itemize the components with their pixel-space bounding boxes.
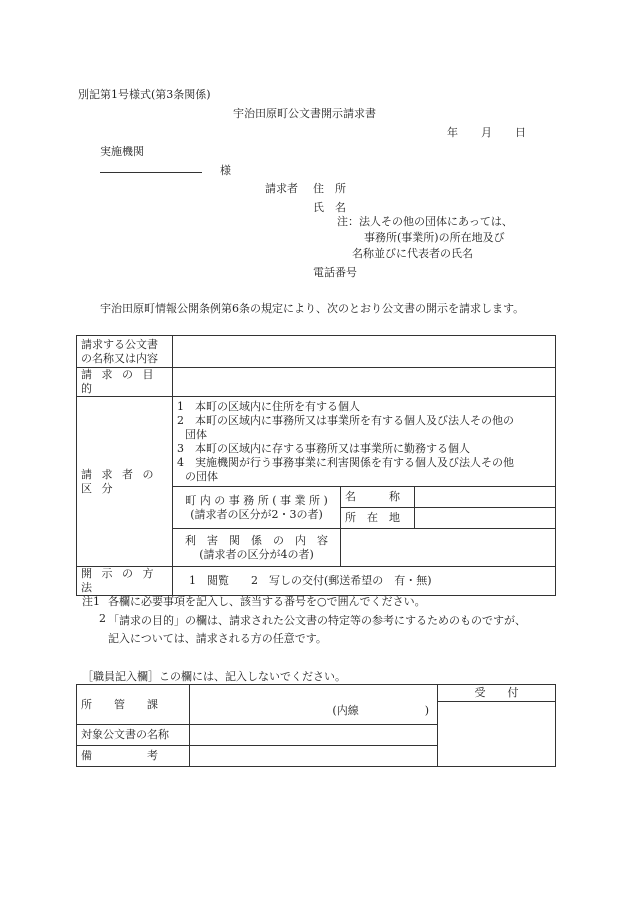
staff-caption: ［職員記入欄］この欄には、記入しないでください。 xyxy=(82,670,346,683)
remarks-field[interactable] xyxy=(190,746,438,767)
purpose-label: 請 求 の 目 的 xyxy=(77,368,173,397)
phone-label: 電話番号 xyxy=(313,266,357,279)
note-2-text: 「請求の目的」の欄は、請求された公文書の特定等の参考にするためのものですが、 xyxy=(108,614,526,627)
target-doc-field[interactable] xyxy=(190,725,438,746)
requester-note-3: 名称並びに代表者の氏名 xyxy=(352,247,473,260)
office-name-label: 名 称 xyxy=(341,487,415,508)
interest-label-line1: 利 害 関 係 の 内 容 xyxy=(185,533,328,547)
recipient-org: 実施機関 xyxy=(100,145,144,158)
receipt-label: 受 付 xyxy=(438,685,556,702)
method-value[interactable]: 1 閲覧 2 写しの交付(郵送希望の 有・無) xyxy=(173,567,556,596)
receipt-stamp-area xyxy=(438,702,556,767)
office-location-input[interactable] xyxy=(415,508,556,529)
category-item-1[interactable]: 1 本町の区域内に住所を有する個人 xyxy=(177,399,360,413)
doc-name-label-line1: 請求する公文書 xyxy=(81,337,158,351)
form-label: 別記第1号様式(第3条関係) xyxy=(78,88,211,101)
category-item-4-cont: の団体 xyxy=(185,469,218,483)
office-label-line1: 町 内 の 事 務 所 ( 事 業 所 ) xyxy=(185,493,328,507)
date-month: 月 xyxy=(481,126,492,139)
staff-table xyxy=(76,684,556,767)
category-item-2-cont: 団体 xyxy=(185,427,207,441)
doc-name-field[interactable] xyxy=(173,336,556,368)
purpose-field[interactable] xyxy=(173,368,556,397)
remarks-label: 備 考 xyxy=(77,746,190,767)
page-title: 宇治田原町公文書開示請求書 xyxy=(233,107,376,120)
office-location-label: 所 在 地 xyxy=(341,508,415,529)
recipient-honorific: 様 xyxy=(220,164,231,177)
requester-note-1: 注：法人その他の団体にあっては、 xyxy=(337,215,513,228)
office-label-line2: (請求者の区分が2・3の者) xyxy=(190,507,323,521)
office-name-input[interactable] xyxy=(415,487,556,508)
dept-label: 所 管 課 xyxy=(77,685,190,725)
category-item-4[interactable]: 4 実施機関が行う事務事業に利害関係を有する個人及び法人その他 xyxy=(177,455,514,469)
category-items xyxy=(173,397,556,487)
name-label: 氏 名 xyxy=(313,201,346,214)
extension-label: (内線 ) xyxy=(332,703,429,717)
category-item-2[interactable]: 2 本町の区域内に事務所又は事業所を有する個人及び法人その他の xyxy=(177,413,514,427)
doc-name-label-line2: の名称又は内容 xyxy=(81,351,158,365)
intro-text: 宇治田原町情報公開条例第6条の規定により、次のとおり公文書の開示を請求します。 xyxy=(100,302,525,315)
recipient-line xyxy=(100,172,202,173)
note-3-text: 記入については、請求される方の任意です。 xyxy=(108,632,327,645)
note-1-text: 各欄に必要事項を記入し、該当する番号を○で囲んでください。 xyxy=(108,595,426,608)
category-label: 請 求 者 の 区 分 xyxy=(77,397,173,567)
request-table xyxy=(76,335,556,596)
method-label: 開 示 の 方 法 xyxy=(77,567,173,596)
target-doc-label: 対象公文書の名称 xyxy=(77,725,190,746)
interest-label-line2: (請求者の区分が4の者) xyxy=(199,547,314,561)
note-1-num: 注1 xyxy=(82,595,100,608)
interest-field[interactable] xyxy=(341,529,556,567)
doc-name-label xyxy=(77,336,173,368)
date-day: 日 xyxy=(515,126,526,139)
interest-label xyxy=(173,529,341,567)
note-2-num: 2 xyxy=(99,612,106,625)
requester-heading: 請求者 xyxy=(265,182,298,195)
dept-field[interactable] xyxy=(190,685,438,725)
category-item-3[interactable]: 3 本町の区域内に存する事務所又は事業所に勤務する個人 xyxy=(177,441,470,455)
office-label xyxy=(173,487,341,529)
date-year: 年 xyxy=(447,126,458,139)
address-label: 住 所 xyxy=(313,182,346,195)
requester-note-2: 事務所(事業所)の所在地及び xyxy=(364,231,505,244)
